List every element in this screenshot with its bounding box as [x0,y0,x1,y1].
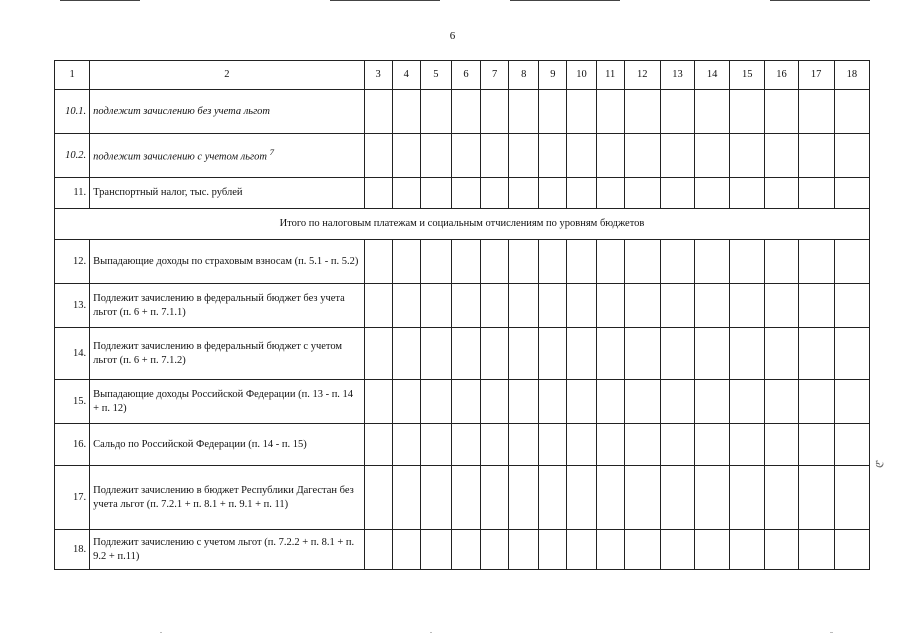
value-cell [392,134,420,178]
value-cell [798,178,834,209]
value-cell [509,134,539,178]
value-cell [420,240,451,284]
value-cell [509,284,539,328]
column-number: 15 [730,61,765,90]
table-row [55,90,870,134]
value-cell [567,178,596,209]
value-cell [660,328,694,380]
value-cell [451,380,480,424]
value-cell [481,424,509,466]
value-cell [765,530,798,570]
row-description: Выпадающие доходы Российской Федерации (п. 13 - п. 14 + п. 12) [90,380,364,424]
value-cell [567,90,596,134]
value-cell [392,530,420,570]
value-cell [539,380,567,424]
value-cell [695,466,730,530]
row-number: 11. [55,178,90,209]
column-number: 2 [90,61,364,90]
value-cell [660,240,694,284]
value-cell [509,424,539,466]
row-number: 12. [55,240,90,284]
scan-speck [830,632,833,633]
value-cell [392,424,420,466]
value-cell [364,284,392,328]
column-number: 10 [567,61,596,90]
value-cell [765,424,798,466]
section-heading-row [55,209,870,240]
table-row [55,466,870,530]
value-cell [509,380,539,424]
column-number: 4 [392,61,420,90]
value-cell [451,530,480,570]
table-row [55,240,870,284]
footnote-marker: 7 [269,146,274,157]
value-cell [624,240,660,284]
value-cell [730,424,765,466]
value-cell [481,380,509,424]
row-number: 15. [55,380,90,424]
row-description [90,134,364,178]
value-cell [364,466,392,530]
value-cell [624,530,660,570]
value-cell [392,90,420,134]
value-cell [798,424,834,466]
value-cell [420,90,451,134]
value-cell [660,90,694,134]
value-cell [392,328,420,380]
value-cell [539,240,567,284]
row-number: 13. [55,284,90,328]
column-number: 13 [660,61,694,90]
value-cell [364,380,392,424]
value-cell [420,424,451,466]
value-cell [730,380,765,424]
row-description: Подлежит зачислению в бюджет Республики Дагестан без учета льгот (п. 7.2.1 + п. 8.1 + п. 9.1 + п. 11) [90,466,364,530]
row-description: подлежит зачислению без учета льгот [90,90,364,134]
value-cell [596,178,624,209]
value-cell [509,240,539,284]
value-cell [392,380,420,424]
column-number: 17 [798,61,834,90]
value-cell [364,178,392,209]
value-cell [624,424,660,466]
value-cell [364,328,392,380]
scan-edge-line [60,0,140,1]
value-cell [834,466,869,530]
column-number: 5 [420,61,451,90]
value-cell [695,134,730,178]
value-cell [567,240,596,284]
value-cell [481,134,509,178]
value-cell [730,284,765,328]
value-cell [834,240,869,284]
value-cell [539,284,567,328]
value-cell [567,530,596,570]
value-cell [451,240,480,284]
value-cell [451,134,480,178]
value-cell [624,380,660,424]
value-cell [481,90,509,134]
value-cell [481,284,509,328]
value-cell [695,284,730,328]
value-cell [392,240,420,284]
value-cell [392,284,420,328]
scan-edge-line [510,0,620,1]
value-cell [481,178,509,209]
value-cell [798,90,834,134]
value-cell [596,328,624,380]
value-cell [539,178,567,209]
value-cell [567,134,596,178]
value-cell [567,284,596,328]
column-number: 12 [624,61,660,90]
value-cell [798,134,834,178]
value-cell [730,530,765,570]
row-description: Подлежит зачислению с учетом льгот (п. 7.2.2 + п. 8.1 + п. 9.2 + п.11) [90,530,364,570]
value-cell [596,380,624,424]
value-cell [420,178,451,209]
value-cell [596,90,624,134]
value-cell [539,466,567,530]
value-cell [695,240,730,284]
column-number: 18 [834,61,869,90]
scan-speck [430,632,432,633]
value-cell [730,328,765,380]
value-cell [596,424,624,466]
value-cell [481,530,509,570]
table-row [55,328,870,380]
value-cell [596,240,624,284]
value-cell [660,178,694,209]
value-cell [730,178,765,209]
value-cell [798,240,834,284]
row-description: Подлежит зачислению в федеральный бюджет без учета льгот (п. 6 + п. 7.1.1) [90,284,364,328]
table-row [55,530,870,570]
value-cell [567,328,596,380]
value-cell [765,240,798,284]
row-description: Подлежит зачислению в федеральный бюджет с учетом льгот (п. 6 + п. 7.1.2) [90,328,364,380]
row-description-text: подлежит зачислению с учетом льгот [93,151,267,163]
value-cell [567,424,596,466]
column-number: 9 [539,61,567,90]
value-cell [539,328,567,380]
value-cell [765,466,798,530]
column-number: 3 [364,61,392,90]
value-cell [660,530,694,570]
value-cell [695,380,730,424]
value-cell [834,178,869,209]
value-cell [539,530,567,570]
value-cell [420,284,451,328]
budget-table [54,60,870,570]
scan-edge-line [330,0,440,1]
value-cell [834,380,869,424]
row-description: Сальдо по Российской Федерации (п. 14 - п. 15) [90,424,364,466]
value-cell [660,380,694,424]
value-cell [451,424,480,466]
column-number: 11 [596,61,624,90]
value-cell [730,466,765,530]
value-cell [765,284,798,328]
column-number: 14 [695,61,730,90]
value-cell [364,424,392,466]
value-cell [451,284,480,328]
value-cell [539,424,567,466]
value-cell [481,328,509,380]
value-cell [798,328,834,380]
value-cell [834,284,869,328]
value-cell [364,90,392,134]
table-row [55,380,870,424]
row-number: 10.2. [55,134,90,178]
value-cell [798,530,834,570]
column-number: 7 [481,61,509,90]
column-number-row [55,61,870,90]
value-cell [509,466,539,530]
row-number: 14. [55,328,90,380]
value-cell [509,328,539,380]
scan-speck [160,632,162,633]
value-cell [624,284,660,328]
column-number: 16 [765,61,798,90]
value-cell [730,134,765,178]
value-cell [509,530,539,570]
value-cell [765,134,798,178]
value-cell [481,466,509,530]
value-cell [451,178,480,209]
value-cell [695,530,730,570]
value-cell [660,424,694,466]
value-cell [624,178,660,209]
margin-handwritten-mark: ℭ [873,458,887,470]
value-cell [660,284,694,328]
value-cell [364,530,392,570]
value-cell [596,466,624,530]
value-cell [765,380,798,424]
value-cell [364,240,392,284]
value-cell [392,178,420,209]
value-cell [730,240,765,284]
value-cell [596,284,624,328]
value-cell [765,178,798,209]
value-cell [567,466,596,530]
column-number: 6 [451,61,480,90]
value-cell [798,380,834,424]
value-cell [695,328,730,380]
row-number: 17. [55,466,90,530]
table-row [55,134,870,178]
value-cell [765,328,798,380]
value-cell [624,466,660,530]
value-cell [695,178,730,209]
value-cell [364,134,392,178]
scan-edge-line [770,0,870,1]
value-cell [567,380,596,424]
value-cell [420,328,451,380]
value-cell [539,90,567,134]
value-cell [420,380,451,424]
value-cell [624,134,660,178]
value-cell [695,90,730,134]
row-number: 16. [55,424,90,466]
value-cell [660,466,694,530]
value-cell [451,328,480,380]
value-cell [392,466,420,530]
value-cell [596,134,624,178]
value-cell [695,424,730,466]
value-cell [660,134,694,178]
value-cell [420,134,451,178]
row-description: Выпадающие доходы по страховым взносам (п. 5.1 - п. 5.2) [90,240,364,284]
value-cell [798,284,834,328]
table-row [55,284,870,328]
value-cell [834,424,869,466]
value-cell [624,90,660,134]
row-number: 18. [55,530,90,570]
value-cell [834,90,869,134]
value-cell [765,90,798,134]
value-cell [624,328,660,380]
value-cell [509,90,539,134]
row-number: 10.1. [55,90,90,134]
value-cell [539,134,567,178]
section-title: Итого по налоговым платежам и социальным отчислениям по уровням бюджетов [55,209,870,240]
value-cell [420,530,451,570]
page-number: 6 [449,30,456,42]
value-cell [451,466,480,530]
value-cell [834,530,869,570]
row-description: Транспортный налог, тыс. рублей [90,178,364,209]
value-cell [834,328,869,380]
column-number: 1 [55,61,90,90]
value-cell [596,530,624,570]
value-cell [798,466,834,530]
table-row [55,424,870,466]
value-cell [451,90,480,134]
column-number: 8 [509,61,539,90]
value-cell [834,134,869,178]
value-cell [730,90,765,134]
value-cell [420,466,451,530]
value-cell [509,178,539,209]
value-cell [481,240,509,284]
table-row [55,178,870,209]
